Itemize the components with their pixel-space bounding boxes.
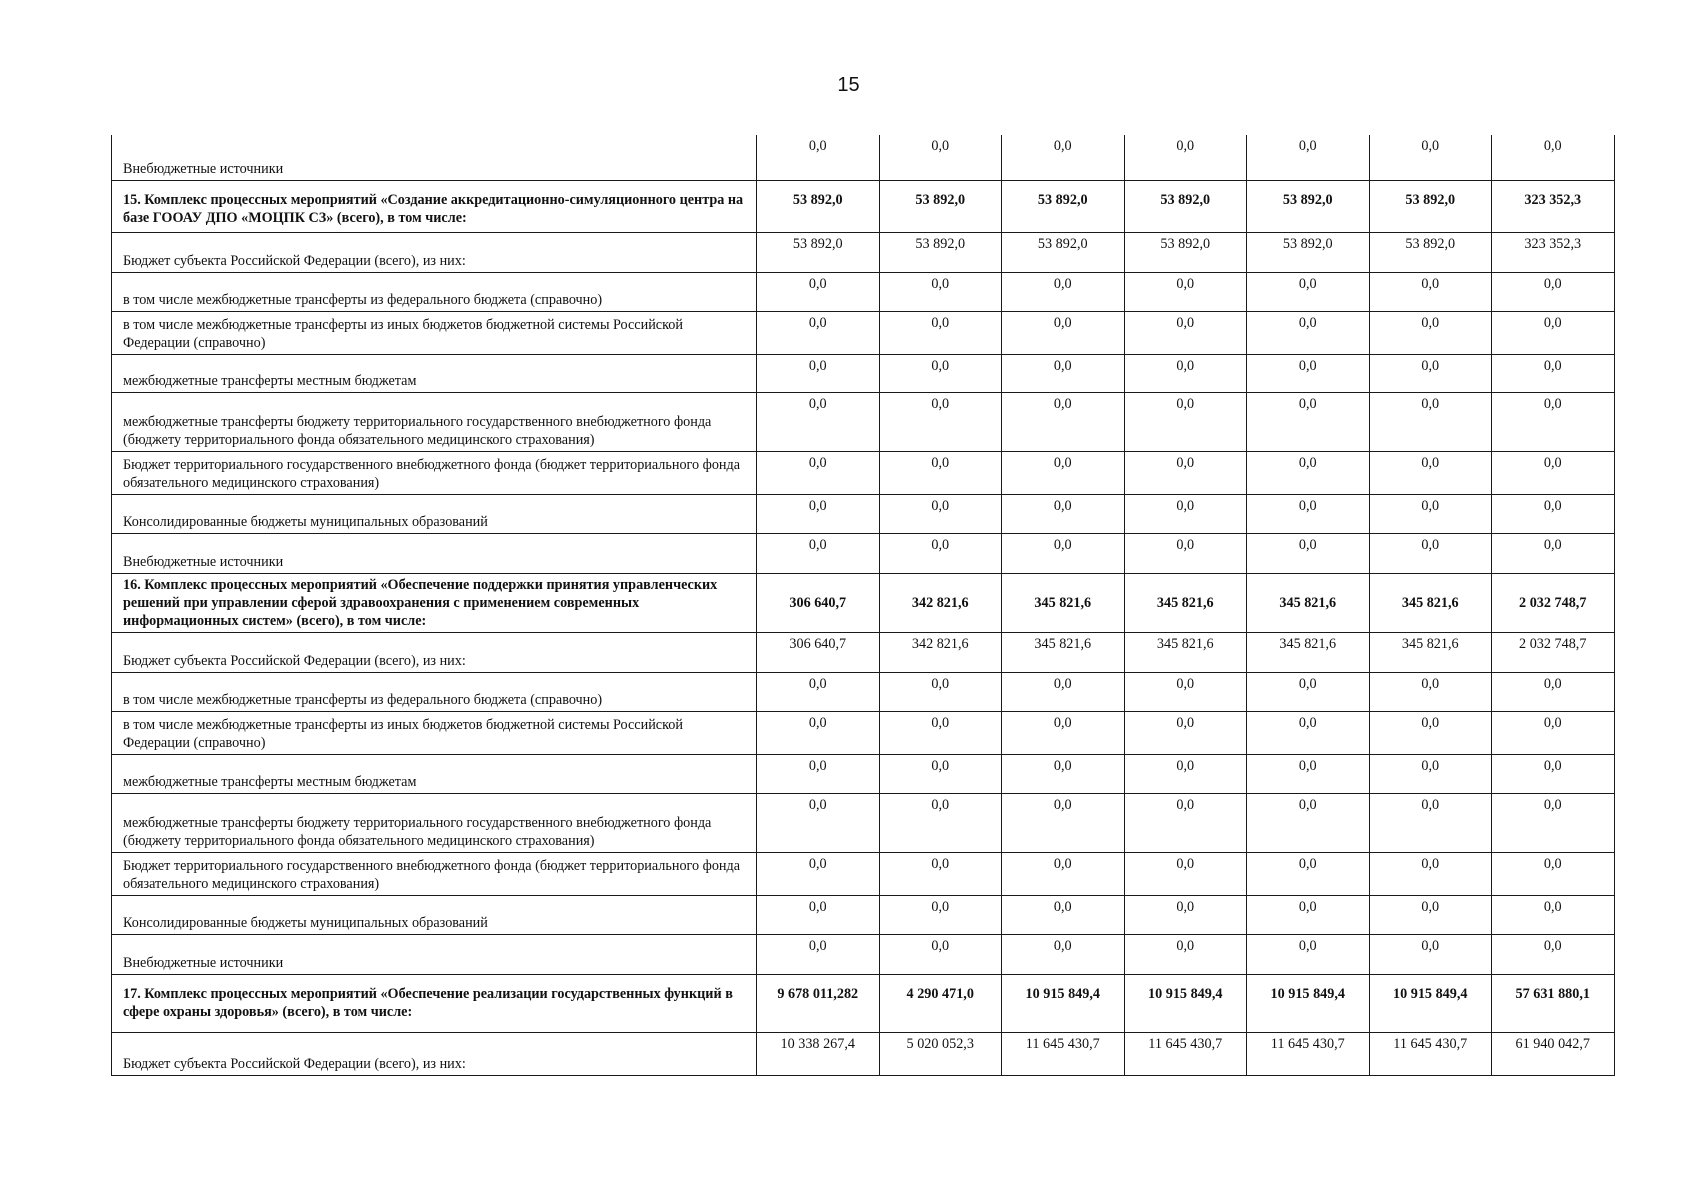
value-cell: 0,0 [1369, 934, 1492, 974]
value-cell: 0,0 [1124, 754, 1247, 793]
row-label: Внебюджетные источники [112, 533, 757, 573]
value-cell: 0,0 [1492, 672, 1615, 711]
value-cell: 0,0 [1492, 934, 1615, 974]
value-cell: 2 032 748,7 [1492, 632, 1615, 672]
table-row [112, 672, 1615, 711]
table-row [112, 135, 1615, 180]
value-cell: 306 640,7 [757, 632, 880, 672]
value-cell: 0,0 [1247, 852, 1370, 895]
value-cell: 0,0 [879, 895, 1002, 934]
value-cell: 11 645 430,7 [1369, 1032, 1492, 1075]
value-cell: 53 892,0 [1124, 232, 1247, 272]
value-cell: 0,0 [1369, 793, 1492, 852]
value-cell: 0,0 [1369, 135, 1492, 180]
value-cell: 9 678 011,282 [757, 974, 880, 1032]
value-cell: 0,0 [879, 272, 1002, 311]
value-cell: 53 892,0 [1002, 232, 1125, 272]
value-cell: 0,0 [1492, 711, 1615, 754]
section-row [112, 573, 1615, 632]
value-cell: 0,0 [1492, 852, 1615, 895]
value-cell: 0,0 [1124, 135, 1247, 180]
row-label: 16. Комплекс процессных мероприятий «Обеспечение поддержки принятия управленческих решений при управлении сферой здравоохранения с применением современных информационных систем» (всего), в том числе: [112, 573, 757, 632]
table-row [112, 392, 1615, 451]
row-label: в том числе межбюджетные трансферты из федерального бюджета (справочно) [112, 272, 757, 311]
value-cell: 0,0 [757, 672, 880, 711]
value-cell: 0,0 [1002, 494, 1125, 533]
value-cell: 0,0 [1124, 311, 1247, 354]
value-cell: 11 645 430,7 [1247, 1032, 1370, 1075]
value-cell: 0,0 [1002, 793, 1125, 852]
value-cell: 0,0 [1124, 793, 1247, 852]
value-cell: 0,0 [1002, 451, 1125, 494]
value-cell: 0,0 [1124, 895, 1247, 934]
value-cell: 10 338 267,4 [757, 1032, 880, 1075]
value-cell: 0,0 [1002, 895, 1125, 934]
value-cell: 0,0 [1492, 754, 1615, 793]
value-cell: 0,0 [1002, 711, 1125, 754]
value-cell: 0,0 [1124, 451, 1247, 494]
value-cell: 57 631 880,1 [1492, 974, 1615, 1032]
table-row [112, 793, 1615, 852]
row-label: 15. Комплекс процессных мероприятий «Создание аккредитационно-симуляционного центра на базе ГООАУ ДПО «МОЦПК СЗ» (всего), в том числе: [112, 180, 757, 232]
budget-table-body [112, 135, 1615, 1075]
value-cell: 10 915 849,4 [1369, 974, 1492, 1032]
value-cell: 0,0 [1492, 494, 1615, 533]
value-cell: 0,0 [1369, 392, 1492, 451]
row-label: Бюджет территориального государственного внебюджетного фонда (бюджет территориального фонда обязательного медицинского страхования) [112, 852, 757, 895]
value-cell: 345 821,6 [1124, 573, 1247, 632]
value-cell: 0,0 [1492, 135, 1615, 180]
row-label: межбюджетные трансферты местным бюджетам [112, 754, 757, 793]
value-cell: 0,0 [879, 311, 1002, 354]
value-cell: 0,0 [1369, 494, 1492, 533]
value-cell: 0,0 [1369, 533, 1492, 573]
section-row [112, 974, 1615, 1032]
table-row [112, 711, 1615, 754]
value-cell: 0,0 [757, 793, 880, 852]
value-cell: 0,0 [1247, 533, 1370, 573]
value-cell: 0,0 [1492, 392, 1615, 451]
value-cell: 10 915 849,4 [1124, 974, 1247, 1032]
table-row [112, 451, 1615, 494]
value-cell: 0,0 [757, 754, 880, 793]
value-cell: 0,0 [757, 272, 880, 311]
value-cell: 342 821,6 [879, 632, 1002, 672]
value-cell: 0,0 [1124, 934, 1247, 974]
table-row [112, 354, 1615, 392]
table-row [112, 754, 1615, 793]
value-cell: 0,0 [1002, 672, 1125, 711]
value-cell: 0,0 [757, 533, 880, 573]
value-cell: 0,0 [1002, 754, 1125, 793]
value-cell: 0,0 [1002, 354, 1125, 392]
value-cell: 11 645 430,7 [1124, 1032, 1247, 1075]
value-cell: 0,0 [1002, 934, 1125, 974]
value-cell: 345 821,6 [1247, 573, 1370, 632]
value-cell: 0,0 [1492, 533, 1615, 573]
row-label: 17. Комплекс процессных мероприятий «Обеспечение реализации государственных функций в сфере охраны здоровья» (всего), в том числе: [112, 974, 757, 1032]
page-number: 15 [837, 74, 860, 96]
value-cell: 0,0 [1492, 895, 1615, 934]
value-cell: 0,0 [1492, 311, 1615, 354]
value-cell: 0,0 [1247, 934, 1370, 974]
value-cell: 0,0 [1369, 711, 1492, 754]
row-label: межбюджетные трансферты местным бюджетам [112, 354, 757, 392]
value-cell: 0,0 [1492, 354, 1615, 392]
value-cell: 345 821,6 [1247, 632, 1370, 672]
table-row [112, 494, 1615, 533]
value-cell: 53 892,0 [1369, 180, 1492, 232]
value-cell: 0,0 [1247, 272, 1370, 311]
value-cell: 0,0 [757, 934, 880, 974]
value-cell: 10 915 849,4 [1002, 974, 1125, 1032]
value-cell: 0,0 [1369, 354, 1492, 392]
table-row [112, 311, 1615, 354]
value-cell: 345 821,6 [1369, 632, 1492, 672]
value-cell: 0,0 [1002, 392, 1125, 451]
value-cell: 0,0 [1002, 135, 1125, 180]
value-cell: 345 821,6 [1002, 632, 1125, 672]
table-row [112, 232, 1615, 272]
value-cell: 345 821,6 [1369, 573, 1492, 632]
value-cell: 0,0 [757, 711, 880, 754]
value-cell: 0,0 [1492, 451, 1615, 494]
value-cell: 0,0 [1124, 272, 1247, 311]
value-cell: 0,0 [1369, 852, 1492, 895]
value-cell: 0,0 [879, 135, 1002, 180]
value-cell: 345 821,6 [1124, 632, 1247, 672]
row-label: межбюджетные трансферты бюджету территориального государственного внебюджетного фонда (бюджету территориального фонда обязательного медицинского страхования) [112, 392, 757, 451]
row-label: Бюджет субъекта Российской Федерации (всего), из них: [112, 232, 757, 272]
value-cell: 0,0 [1124, 852, 1247, 895]
value-cell: 0,0 [1247, 451, 1370, 494]
value-cell: 53 892,0 [1124, 180, 1247, 232]
table-row [112, 852, 1615, 895]
value-cell: 53 892,0 [757, 232, 880, 272]
value-cell: 0,0 [1002, 272, 1125, 311]
row-label: в том числе межбюджетные трансферты из иных бюджетов бюджетной системы Российской Федерации (справочно) [112, 711, 757, 754]
value-cell: 323 352,3 [1492, 180, 1615, 232]
value-cell: 0,0 [1247, 895, 1370, 934]
value-cell: 0,0 [1247, 672, 1370, 711]
table-row [112, 632, 1615, 672]
value-cell: 0,0 [1369, 895, 1492, 934]
value-cell: 0,0 [757, 392, 880, 451]
value-cell: 0,0 [1002, 311, 1125, 354]
value-cell: 0,0 [1369, 754, 1492, 793]
value-cell: 0,0 [1124, 494, 1247, 533]
value-cell: 0,0 [757, 895, 880, 934]
row-label: Бюджет территориального государственного внебюджетного фонда (бюджет территориального фонда обязательного медицинского страхования) [112, 451, 757, 494]
value-cell: 0,0 [757, 311, 880, 354]
value-cell: 0,0 [879, 711, 1002, 754]
row-label: межбюджетные трансферты бюджету территориального государственного внебюджетного фонда (бюджету территориального фонда обязательного медицинского страхования) [112, 793, 757, 852]
value-cell: 61 940 042,7 [1492, 1032, 1615, 1075]
value-cell: 323 352,3 [1492, 232, 1615, 272]
value-cell: 0,0 [1247, 793, 1370, 852]
value-cell: 53 892,0 [879, 232, 1002, 272]
table-row [112, 895, 1615, 934]
value-cell: 0,0 [757, 354, 880, 392]
value-cell: 53 892,0 [1369, 232, 1492, 272]
value-cell: 0,0 [1124, 711, 1247, 754]
value-cell: 0,0 [1124, 672, 1247, 711]
budget-table [111, 135, 1615, 1076]
row-label: Консолидированные бюджеты муниципальных образований [112, 494, 757, 533]
value-cell: 0,0 [879, 354, 1002, 392]
value-cell: 11 645 430,7 [1002, 1032, 1125, 1075]
value-cell: 0,0 [1247, 494, 1370, 533]
value-cell: 0,0 [1124, 354, 1247, 392]
value-cell: 0,0 [757, 451, 880, 494]
value-cell: 0,0 [1247, 392, 1370, 451]
value-cell: 345 821,6 [1002, 573, 1125, 632]
value-cell: 0,0 [1492, 272, 1615, 311]
value-cell: 2 032 748,7 [1492, 573, 1615, 632]
value-cell: 306 640,7 [757, 573, 880, 632]
value-cell: 0,0 [1247, 354, 1370, 392]
value-cell: 0,0 [879, 793, 1002, 852]
value-cell: 0,0 [1247, 711, 1370, 754]
value-cell: 53 892,0 [1247, 232, 1370, 272]
row-label: Внебюджетные источники [112, 934, 757, 974]
row-label: Внебюджетные источники [112, 135, 757, 180]
value-cell: 0,0 [879, 392, 1002, 451]
value-cell: 0,0 [1247, 311, 1370, 354]
row-label: Консолидированные бюджеты муниципальных образований [112, 895, 757, 934]
value-cell: 0,0 [1002, 533, 1125, 573]
value-cell: 0,0 [1492, 793, 1615, 852]
value-cell: 0,0 [1124, 533, 1247, 573]
value-cell: 0,0 [879, 852, 1002, 895]
value-cell: 0,0 [757, 852, 880, 895]
table-row [112, 272, 1615, 311]
section-row [112, 180, 1615, 232]
value-cell: 53 892,0 [879, 180, 1002, 232]
value-cell: 0,0 [1369, 311, 1492, 354]
value-cell: 5 020 052,3 [879, 1032, 1002, 1075]
value-cell: 0,0 [879, 934, 1002, 974]
value-cell: 0,0 [1369, 451, 1492, 494]
row-label: в том числе межбюджетные трансферты из иных бюджетов бюджетной системы Российской Федерации (справочно) [112, 311, 757, 354]
value-cell: 0,0 [1002, 852, 1125, 895]
value-cell: 10 915 849,4 [1247, 974, 1370, 1032]
value-cell: 0,0 [1369, 272, 1492, 311]
value-cell: 0,0 [1247, 135, 1370, 180]
value-cell: 0,0 [879, 533, 1002, 573]
table-row [112, 934, 1615, 974]
value-cell: 0,0 [1369, 672, 1492, 711]
table-row [112, 533, 1615, 573]
value-cell: 0,0 [879, 754, 1002, 793]
value-cell: 0,0 [879, 451, 1002, 494]
value-cell: 53 892,0 [1247, 180, 1370, 232]
value-cell: 53 892,0 [1002, 180, 1125, 232]
row-label: Бюджет субъекта Российской Федерации (всего), из них: [112, 632, 757, 672]
value-cell: 53 892,0 [757, 180, 880, 232]
value-cell: 0,0 [757, 494, 880, 533]
row-label: в том числе межбюджетные трансферты из федерального бюджета (справочно) [112, 672, 757, 711]
value-cell: 0,0 [879, 494, 1002, 533]
value-cell: 0,0 [1247, 754, 1370, 793]
value-cell: 0,0 [1124, 392, 1247, 451]
table-row [112, 1032, 1615, 1075]
value-cell: 342 821,6 [879, 573, 1002, 632]
value-cell: 0,0 [757, 135, 880, 180]
value-cell: 0,0 [879, 672, 1002, 711]
value-cell: 4 290 471,0 [879, 974, 1002, 1032]
row-label: Бюджет субъекта Российской Федерации (всего), из них: [112, 1032, 757, 1075]
